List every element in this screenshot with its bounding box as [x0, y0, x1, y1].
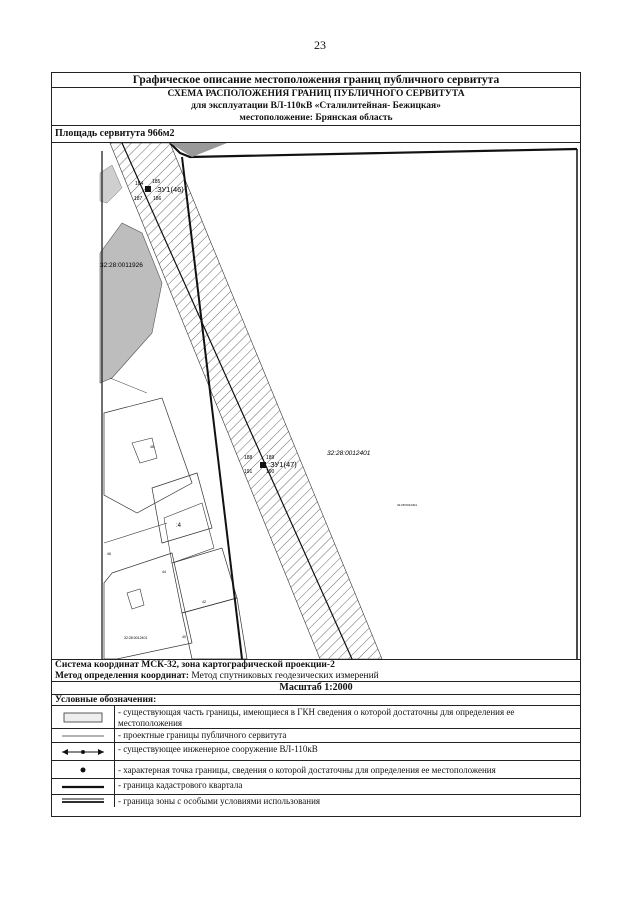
point-label-47: :ЗУ1(47): [268, 460, 297, 469]
scale: Масштаб 1:2000: [52, 682, 580, 695]
legend: [52, 706, 580, 807]
thick-line-icon: [52, 779, 115, 794]
lot-label: 48: [150, 445, 154, 449]
lot-label: 32:28:0012401: [124, 636, 148, 640]
plot-outline: [182, 598, 247, 659]
dot-icon: [52, 761, 115, 778]
lot-label: :4: [176, 523, 182, 529]
lot-label: 40: [182, 635, 186, 639]
header-scheme-title: СХЕМА РАСПОЛОЖЕНИЯ ГРАНИЦ ПУБЛИЧНОГО СЕРВИТУТА: [167, 89, 465, 99]
vertex-label: 189: [266, 455, 275, 461]
header-location: местоположение: Брянская область: [239, 113, 393, 123]
legend-title: Условные обозначения:: [52, 695, 580, 706]
coordinate-system: Система координат МСК-32, зона картографической проекции-2: [55, 660, 335, 670]
vertex-label: 184: [135, 181, 144, 187]
lot-label: 46: [107, 552, 111, 556]
cadastral-map: [52, 143, 580, 660]
lot-label: 44: [162, 570, 166, 574]
page-number: 23: [314, 38, 326, 52]
legend-text: - существующая часть границы, имеющиеся в ГКН сведения о которой достаточны для определения ее местоположения: [118, 707, 515, 728]
legend-text: - характерная точка границы, сведения о которой достаточны для определения ее местоположения: [118, 765, 496, 775]
boundary-point: [145, 186, 151, 192]
point-label-46: :ЗУ1(46): [155, 185, 184, 194]
map-canvas: [52, 143, 580, 659]
document-frame: [51, 72, 581, 817]
header: [52, 73, 580, 126]
legend-row: [52, 761, 580, 779]
method-value: Метод спутниковых геодезических измерений: [191, 671, 379, 681]
quarter-boundary: [170, 143, 577, 157]
double-line-icon: [52, 795, 115, 807]
vertex-label: 185: [152, 179, 161, 185]
hatched-rectangle-icon: [52, 706, 115, 728]
method-label: Метод определения координат:: [55, 671, 189, 681]
legend-row: [52, 729, 580, 743]
legend-row: [52, 706, 580, 729]
header-purpose: для эксплуатации ВЛ-110кВ «Сталилитейная- Бежицкая»: [191, 101, 441, 111]
legend-text: - проектные границы публичного сервитута: [118, 730, 287, 740]
boundary-point: [260, 462, 266, 468]
servitude-area: Площадь сервитута 966м2: [52, 125, 580, 143]
vertex-label: 191: [244, 469, 253, 475]
coordinate-info: [52, 660, 580, 682]
legend-text: - граница зоны с особыми условиями использования: [118, 796, 321, 806]
legend-row: [52, 743, 580, 761]
vertex-label: 188: [244, 455, 253, 461]
legend-text: - существующее инженерное сооружение ВЛ-110кВ: [118, 744, 318, 754]
arrow-line-icon: [52, 743, 115, 760]
legend-row: [52, 795, 580, 807]
parcel-label-right: 32:28:0012401: [327, 450, 371, 457]
legend-row: [52, 779, 580, 795]
lot-label: 42: [202, 600, 206, 604]
header-title: Графическое описание местоположения границ публичного сервитута: [52, 74, 580, 88]
legend-text: - граница кадастрового квартала: [118, 780, 243, 790]
parcel-label-left: 32:28:0011926: [100, 262, 143, 269]
vertex-label: 190: [266, 469, 275, 475]
vertex-label: 186: [153, 196, 162, 202]
thin-line-icon: [52, 729, 115, 742]
vertex-label: 187: [134, 196, 143, 202]
parcel-label-small: 32:28:0012401: [397, 503, 418, 507]
